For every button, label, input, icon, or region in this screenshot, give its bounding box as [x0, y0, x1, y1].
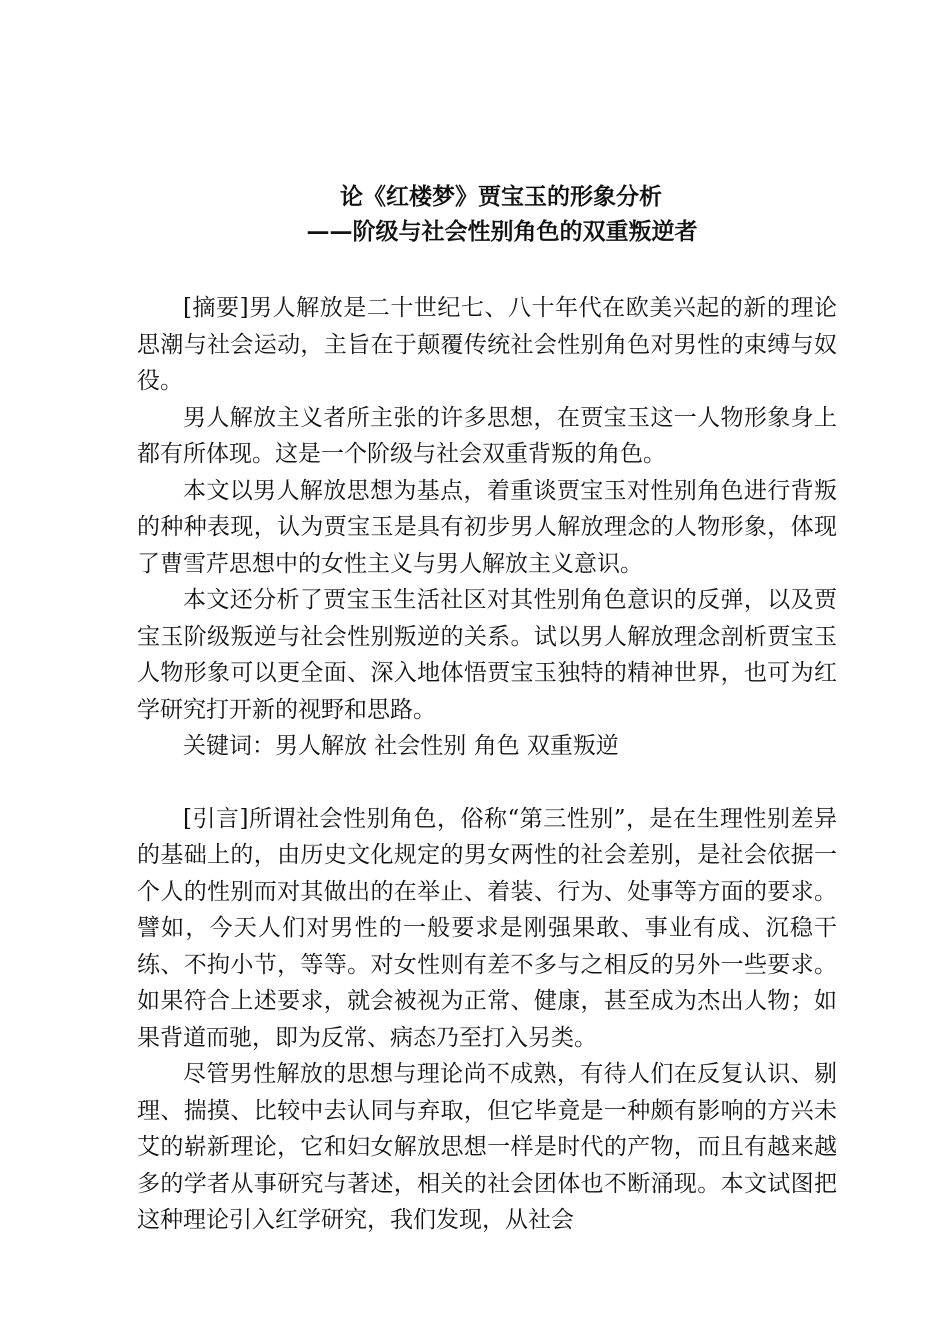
intro-paragraph-2: 尽管男性解放的思想与理论尚不成熟，有待人们在反复认识、剔理、揣摸、比较中去认同与弃取，但它毕竟是一种颇有影响的方兴未艾的崭新理论，它和妇女解放思想一样是时代的产物，而且有越来越多的学者从事研究与著述，相关的社会团体也不断涌现。本文试图把这种理论引入红学研究，我们发现，从社会 — [137, 1061, 837, 1233]
title-spacer — [137, 250, 837, 290]
document-page — [137, 180, 837, 1239]
abstract-paragraph-4: 本文还分析了贾宝玉生活社区对其性别角色意识的反弹，以及贾宝玉阶级叛逆与社会性别叛逆的关系。试以男人解放理念剖析贾宝玉人物形象可以更全面、深入地体悟贾宝玉独特的精神世界，也可为红学研究打开新的视野和思路。 — [137, 587, 837, 723]
abstract-paragraph-2: 男人解放主义者所主张的许多思想，在贾宝玉这一人物形象身上都有所体现。这是一个阶级与社会双重背叛的角色。 — [137, 404, 837, 467]
intro-paragraph-1: [引言]所谓社会性别角色，俗称“第三性别”，是在生理性别差异的基础上的，由历史文化规定的男女两性的社会差别，是社会依据一个人的性别而对其做出的在举止、着装、行为、处事等方面的要求。譬如，今天人们对男性的一般要求是刚强果敢、事业有成、沉稳干练、不拘小节，等等。对女性则有差不多与之相反的另外一些要求。如果符合上述要求，就会被视为正常、健康，甚至成为杰出人物；如果背道而驰，即为反常、病态乃至打入另类。 — [137, 805, 837, 1051]
abstract-section — [137, 290, 837, 765]
document-title: 论《红楼梦》贾宝玉的形象分析 — [340, 183, 662, 210]
abstract-paragraph-1: [摘要]男人解放是二十世纪七、八十年代在欧美兴起的新的理论思潮与社会运动，主旨在于颠覆传统社会性别角色对男性的束缚与奴役。 — [137, 295, 837, 394]
document-subtitle: ——阶级与社会性别角色的双重叛逆者 — [306, 218, 698, 245]
abstract-paragraph-3: 本文以男人解放思想为基点，着重谈贾宝玉对性别角色进行背叛的种种表现，认为贾宝玉是具有初步男人解放理念的人物形象，体现了曹雪芹思想中的女性主义与男人解放主义意识。 — [137, 477, 837, 577]
section-spacer — [137, 765, 837, 801]
intro-section — [137, 801, 837, 1239]
keywords-line: 关键词：男人解放 社会性别 角色 双重叛逆 — [183, 733, 619, 759]
